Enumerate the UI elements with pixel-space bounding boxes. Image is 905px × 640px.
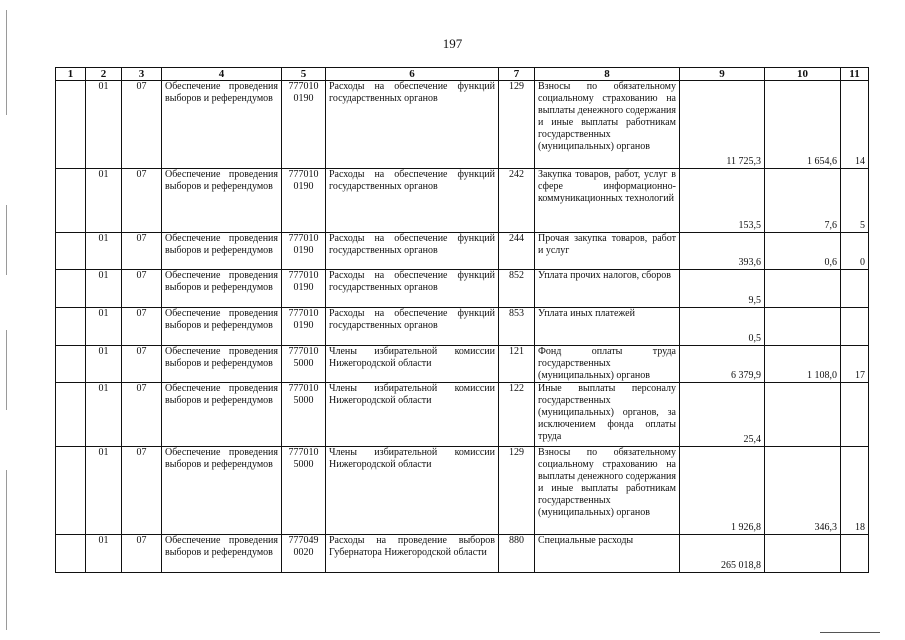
corner-tick — [820, 632, 880, 633]
cell-expense-type: 853 — [499, 308, 535, 346]
cell-subsection: 07 — [122, 346, 162, 383]
cell-subsection: 07 — [122, 447, 162, 535]
cell-expense-type-name: Уплата иных платежей — [535, 308, 680, 346]
cell-subsection-name: Обеспечение проведения выборов и референдумов — [162, 346, 282, 383]
table-row — [56, 169, 869, 233]
cell-subsection: 07 — [122, 535, 162, 573]
cell-subsection-name: Обеспечение проведения выборов и референдумов — [162, 383, 282, 447]
cell-expense-type-name: Уплата прочих налогов, сборов — [535, 270, 680, 308]
cell-amount: 265 018,8 — [680, 535, 765, 573]
cell-expense-type: 880 — [499, 535, 535, 573]
cell-expense-type-name: Взносы по обязательному социальному страхованию на выплаты денежного содержания и иные выплаты работникам государственных (муниципальных) органов — [535, 447, 680, 535]
cell-amount: 9,5 — [680, 270, 765, 308]
table-row — [56, 447, 869, 535]
cell-subsection-name: Обеспечение проведения выборов и референдумов — [162, 535, 282, 573]
cell-expense-type: 852 — [499, 270, 535, 308]
cell-subsection-name: Обеспечение проведения выборов и референдумов — [162, 233, 282, 270]
cell-percent: 18 — [841, 447, 869, 535]
cell-col1 — [56, 308, 86, 346]
table-row — [56, 383, 869, 447]
header-cell: 7 — [499, 68, 535, 81]
cell-amount: 11 725,3 — [680, 81, 765, 169]
cell-amount-2: 1 108,0 — [765, 346, 841, 383]
cell-col1 — [56, 447, 86, 535]
cell-expense-type-name: Специальные расходы — [535, 535, 680, 573]
header-cell: 1 — [56, 68, 86, 81]
cell-expense-type: 129 — [499, 447, 535, 535]
cell-amount-2: 346,3 — [765, 447, 841, 535]
cell-target-code: 777010 5000 — [282, 447, 326, 535]
cell-target-code: 777010 0190 — [282, 233, 326, 270]
cell-target-name: Члены избирательной комиссии Нижегородской области — [326, 447, 499, 535]
cell-subsection-name: Обеспечение проведения выборов и референдумов — [162, 308, 282, 346]
cell-target-code: 777049 0020 — [282, 535, 326, 573]
cell-section: 01 — [86, 447, 122, 535]
cell-target-code: 777010 5000 — [282, 346, 326, 383]
cell-expense-type-name: Закупка товаров, работ, услуг в сфере информационно-коммуникационных технологий — [535, 169, 680, 233]
header-cell: 2 — [86, 68, 122, 81]
cell-expense-type: 244 — [499, 233, 535, 270]
cell-expense-type: 122 — [499, 383, 535, 447]
cell-target-code: 777010 0190 — [282, 308, 326, 346]
cell-percent — [841, 270, 869, 308]
cell-subsection: 07 — [122, 270, 162, 308]
cell-amount-2: 0,6 — [765, 233, 841, 270]
cell-section: 01 — [86, 346, 122, 383]
header-cell: 4 — [162, 68, 282, 81]
header-cell: 3 — [122, 68, 162, 81]
cell-target-name: Члены избирательной комиссии Нижегородской области — [326, 383, 499, 447]
cell-subsection-name: Обеспечение проведения выборов и референдумов — [162, 81, 282, 169]
cell-section: 01 — [86, 169, 122, 233]
cell-target-name: Расходы на обеспечение функций государственных органов — [326, 169, 499, 233]
cell-subsection-name: Обеспечение проведения выборов и референдумов — [162, 447, 282, 535]
cell-subsection: 07 — [122, 233, 162, 270]
cell-subsection: 07 — [122, 383, 162, 447]
cell-percent — [841, 535, 869, 573]
cell-amount: 25,4 — [680, 383, 765, 447]
left-margin-line — [6, 470, 7, 630]
cell-amount-2 — [765, 308, 841, 346]
cell-col1 — [56, 81, 86, 169]
cell-amount: 153,5 — [680, 169, 765, 233]
table-row — [56, 308, 869, 346]
cell-percent: 0 — [841, 233, 869, 270]
cell-amount-2: 1 654,6 — [765, 81, 841, 169]
cell-col1 — [56, 346, 86, 383]
cell-percent — [841, 308, 869, 346]
cell-expense-type-name: Фонд оплаты труда государственных (муниципальных) органов — [535, 346, 680, 383]
cell-expense-type: 121 — [499, 346, 535, 383]
cell-subsection: 07 — [122, 169, 162, 233]
budget-table — [55, 67, 869, 573]
cell-col1 — [56, 169, 86, 233]
cell-amount-2 — [765, 383, 841, 447]
cell-amount: 393,6 — [680, 233, 765, 270]
cell-target-code: 777010 0190 — [282, 81, 326, 169]
cell-target-name: Члены избирательной комиссии Нижегородской области — [326, 346, 499, 383]
left-margin-line — [6, 205, 7, 275]
cell-amount-2 — [765, 270, 841, 308]
table-row — [56, 346, 869, 383]
cell-target-name: Расходы на обеспечение функций государственных органов — [326, 81, 499, 169]
cell-target-code: 777010 0190 — [282, 169, 326, 233]
cell-subsection: 07 — [122, 308, 162, 346]
header-cell: 8 — [535, 68, 680, 81]
table-row — [56, 270, 869, 308]
cell-section: 01 — [86, 383, 122, 447]
cell-amount: 0,5 — [680, 308, 765, 346]
cell-percent: 17 — [841, 346, 869, 383]
cell-target-code: 777010 5000 — [282, 383, 326, 447]
header-cell: 11 — [841, 68, 869, 81]
cell-target-name: Расходы на проведение выборов Губернатора Нижегородской области — [326, 535, 499, 573]
header-cell: 6 — [326, 68, 499, 81]
cell-expense-type: 129 — [499, 81, 535, 169]
cell-percent: 14 — [841, 81, 869, 169]
left-margin-line — [6, 330, 7, 410]
cell-expense-type-name: Взносы по обязательному социальному страхованию на выплаты денежного содержания и иные выплаты работникам государственных (муниципальных) органов — [535, 81, 680, 169]
table-row — [56, 81, 869, 169]
cell-subsection-name: Обеспечение проведения выборов и референдумов — [162, 169, 282, 233]
cell-target-name: Расходы на обеспечение функций государственных органов — [326, 233, 499, 270]
cell-target-name: Расходы на обеспечение функций государственных органов — [326, 270, 499, 308]
cell-subsection-name: Обеспечение проведения выборов и референдумов — [162, 270, 282, 308]
page-number: 197 — [442, 36, 463, 51]
cell-percent — [841, 383, 869, 447]
cell-amount: 6 379,9 — [680, 346, 765, 383]
cell-section: 01 — [86, 233, 122, 270]
cell-subsection: 07 — [122, 81, 162, 169]
cell-section: 01 — [86, 535, 122, 573]
cell-expense-type-name: Иные выплаты персоналу государственных (муниципальных) органов, за исключением фонда оплаты труда — [535, 383, 680, 447]
cell-col1 — [56, 233, 86, 270]
cell-section: 01 — [86, 270, 122, 308]
header-row — [56, 68, 869, 81]
cell-amount: 1 926,8 — [680, 447, 765, 535]
cell-target-name: Расходы на обеспечение функций государственных органов — [326, 308, 499, 346]
cell-target-code: 777010 0190 — [282, 270, 326, 308]
cell-percent: 5 — [841, 169, 869, 233]
cell-amount-2: 7,6 — [765, 169, 841, 233]
table-row — [56, 233, 869, 270]
cell-col1 — [56, 535, 86, 573]
header-cell: 10 — [765, 68, 841, 81]
cell-col1 — [56, 270, 86, 308]
header-cell: 5 — [282, 68, 326, 81]
cell-expense-type: 242 — [499, 169, 535, 233]
cell-col1 — [56, 383, 86, 447]
cell-amount-2 — [765, 535, 841, 573]
cell-expense-type-name: Прочая закупка товаров, работ и услуг — [535, 233, 680, 270]
cell-section: 01 — [86, 81, 122, 169]
table-row — [56, 535, 869, 573]
header-cell: 9 — [680, 68, 765, 81]
cell-section: 01 — [86, 308, 122, 346]
left-margin-line — [6, 10, 7, 115]
